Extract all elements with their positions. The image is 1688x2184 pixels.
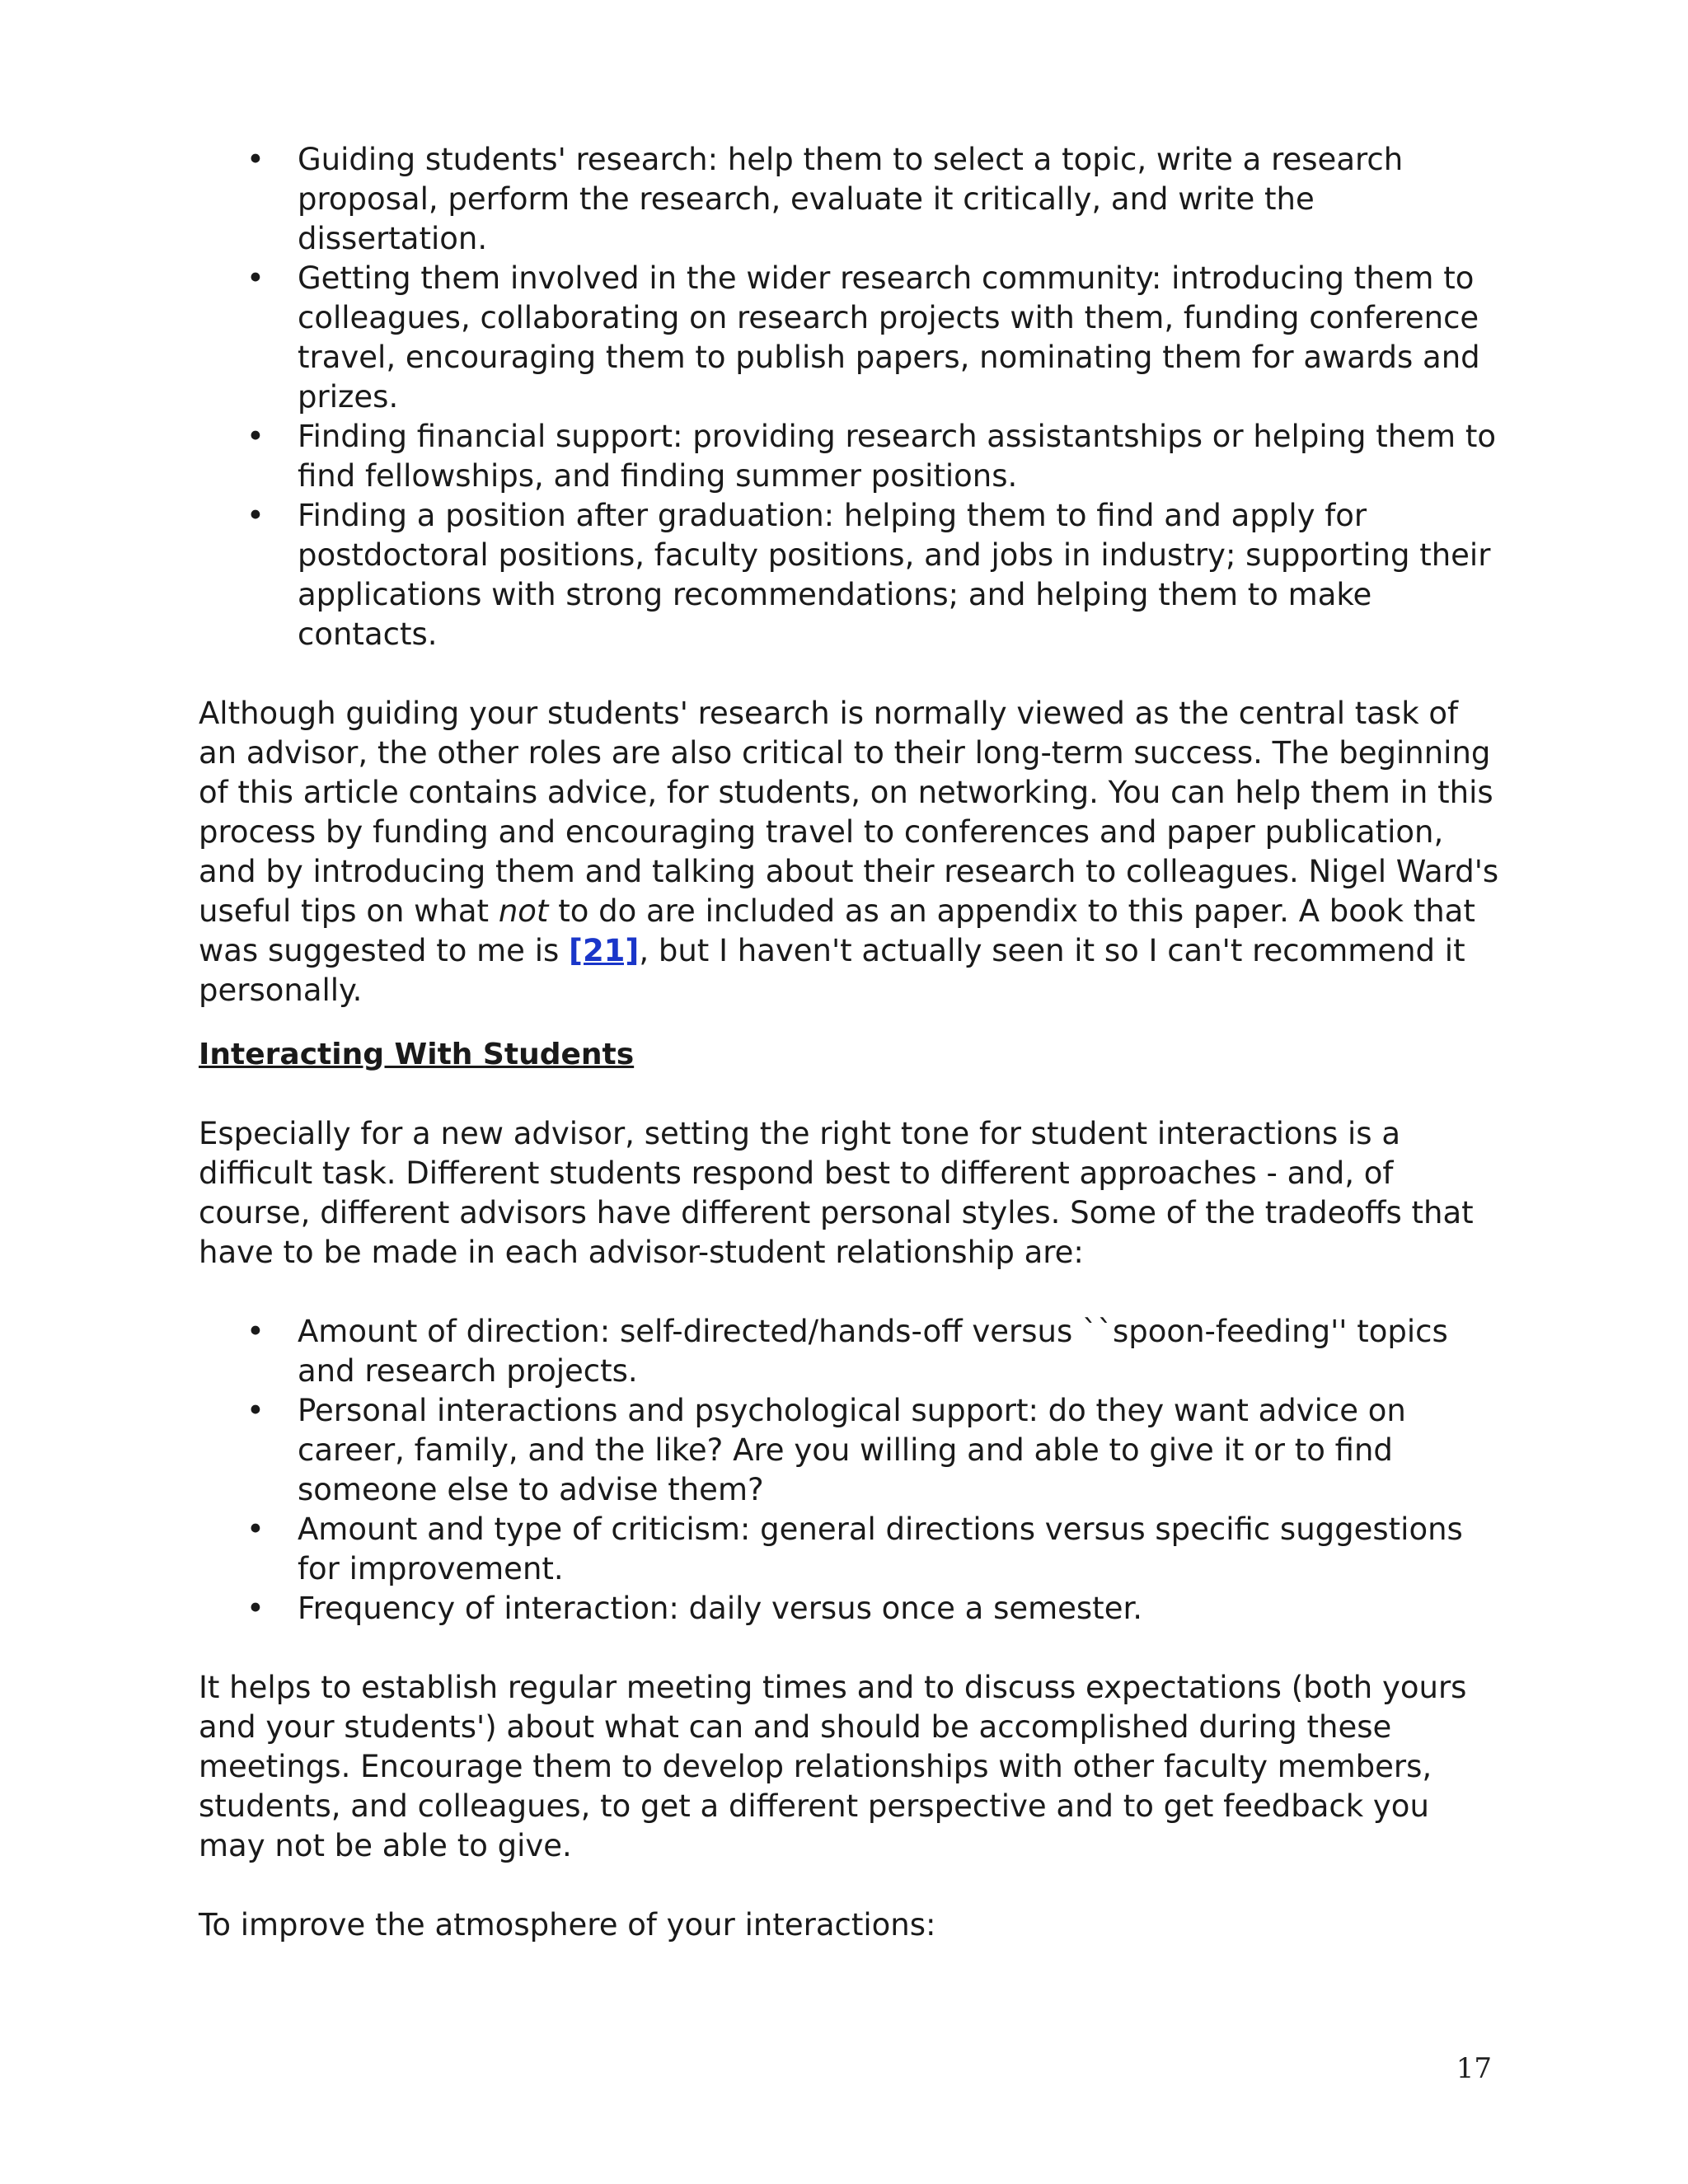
section-heading: Interacting With Students bbox=[199, 1038, 635, 1071]
paragraph-text: Although guiding your students' research is normally viewed as the central task of an advisor, the other roles are also critical to their long-term success. The beginning of this article contains advice, for students, on networking. You can help them in this process by funding and encouraging travel to conferences and paper publication, and by introducing them and talking about their research to colleagues. Nigel Ward's useful tips on what bbox=[199, 696, 1499, 929]
list-item: • Personal interactions and psychological support: do they want advice on career, family, and the like? Are you willing and able to give it or to find someone else to advise them? bbox=[298, 1391, 1501, 1510]
list-item: • Frequency of interaction: daily versus once a semester. bbox=[298, 1589, 1501, 1629]
reference-link-21[interactable]: [21] bbox=[569, 933, 640, 968]
advisor-roles-list bbox=[199, 140, 1501, 654]
list-item: • Amount of direction: self-directed/hands-off versus ``spoon-feeding'' topics and research projects. bbox=[298, 1312, 1501, 1391]
paragraph-text: , but I haven't actually seen it so I can't recommend it personally. bbox=[199, 933, 1465, 1008]
paragraph-atmosphere: To improve the atmosphere of your interactions: bbox=[199, 1907, 936, 1943]
list-item: • Getting them involved in the wider research community: introducing them to colleagues, collaborating on research projects with them, funding conference travel, encouraging them to publish papers, nominating them for awards and prizes. bbox=[298, 259, 1501, 417]
list-item: • Amount and type of criticism: general directions versus specific suggestions for improvement. bbox=[298, 1510, 1501, 1589]
list-item: • Finding a position after graduation: helping them to find and apply for postdoctoral positions, faculty positions, and jobs in industry; supporting their applications with strong recommendations; and helping them to make contacts. bbox=[298, 496, 1501, 654]
paragraph-meetings: It helps to establish regular meeting times and to discuss expectations (both yours and your students') about what can and should be accomplished during these meetings. Encourage them to develop relationships with other faculty members, students, and colleagues, to get a different perspective and to get feedback you may not be able to give. bbox=[199, 1670, 1467, 1863]
list-item: • Guiding students' research: help them to select a topic, write a research proposal, perform the research, evaluate it critically, and write the dissertation. bbox=[298, 140, 1501, 259]
document-page bbox=[199, 140, 1501, 1945]
list-item: • Finding financial support: providing research assistantships or helping them to find fellowships, and finding summer positions. bbox=[298, 417, 1501, 496]
paragraph-roles-importance bbox=[199, 694, 1501, 1010]
emphasis-text: not bbox=[498, 893, 549, 929]
paragraph-text: to do are included as an appendix to this paper. A book that was suggested to me is bbox=[199, 893, 1475, 968]
tradeoffs-list bbox=[199, 1312, 1501, 1629]
page-number: 17 bbox=[1456, 2052, 1492, 2085]
paragraph-tone: Especially for a new advisor, setting the right tone for student interactions is a difficult task. Different students respond best to different approaches - and, of course, different advisors have different personal styles. Some of the tradeoffs that have to be made in each advisor-student relationship are: bbox=[199, 1116, 1474, 1270]
